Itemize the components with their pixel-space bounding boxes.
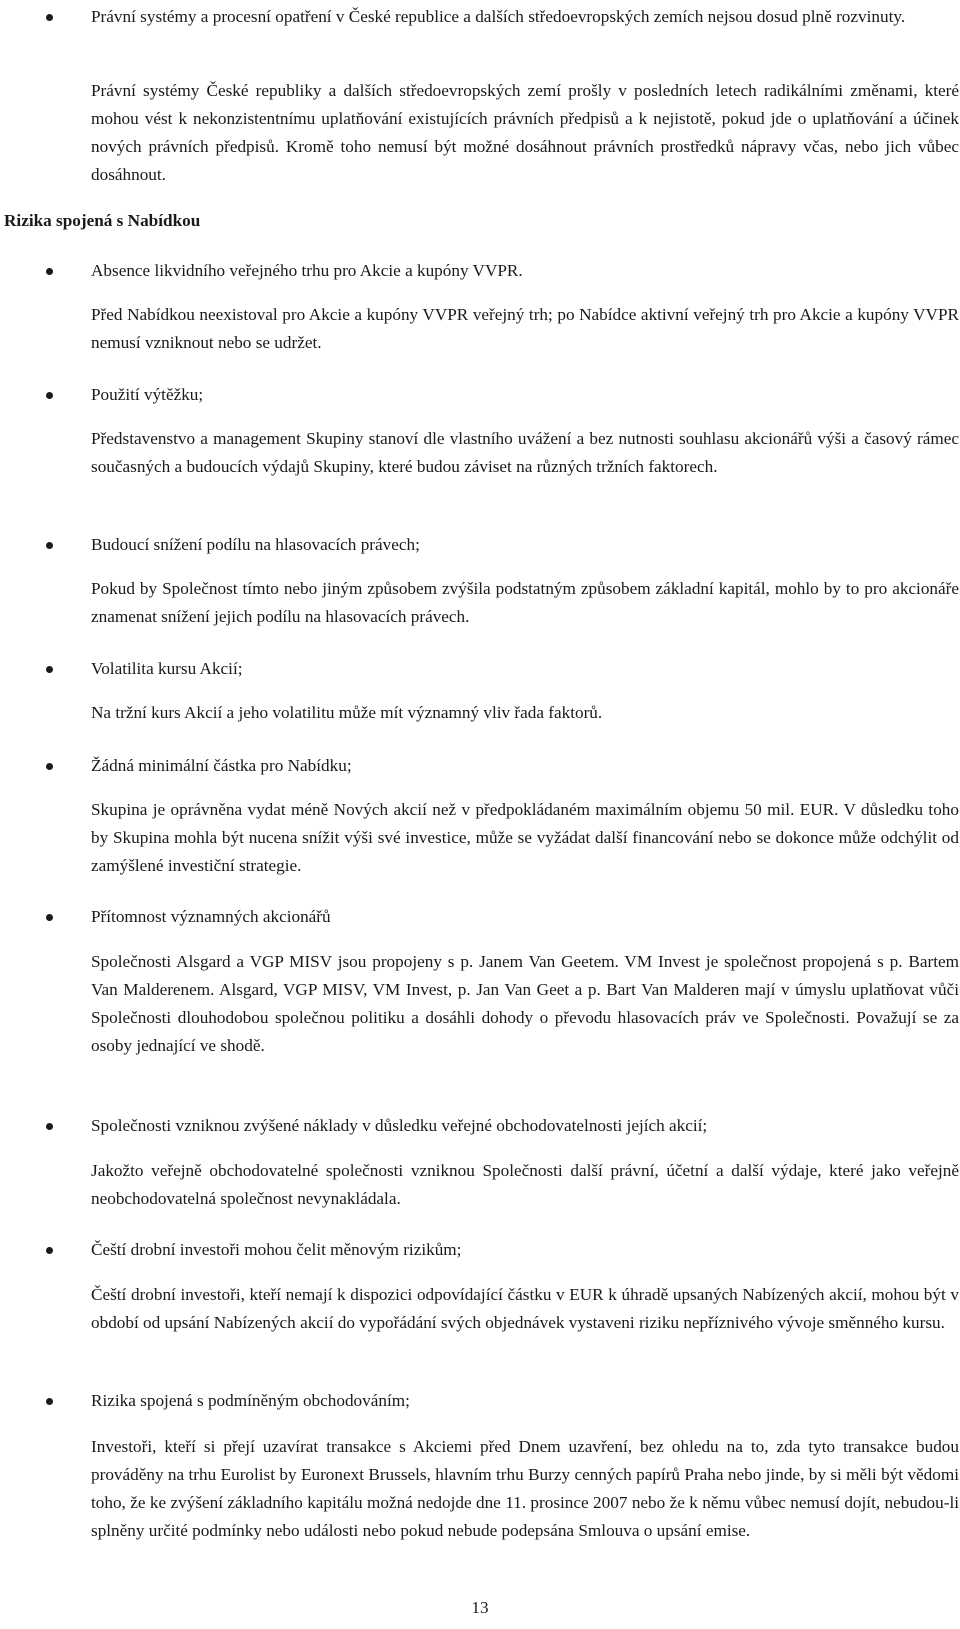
bullet-icon	[46, 392, 53, 399]
bullet-title: Rizika spojená s podmíněným obchodováním;	[91, 1391, 410, 1410]
bullet-icon	[46, 268, 53, 275]
bullet-title: Přítomnost významných akcionářů	[91, 907, 331, 926]
bullet-title: Použití výtěžku;	[91, 385, 204, 404]
bullet-icon	[46, 1398, 53, 1405]
bullet-icon	[46, 666, 53, 673]
page-number: 13	[471, 1598, 489, 1617]
bullet-title: Absence likvidního veřejného trhu pro Akcie a kupóny VVPR.	[91, 261, 523, 280]
body-paragraph: Čeští drobní investoři, kteří nemají k dispozici odpovídající částku v EUR k úhradě upsaných Nabízených akcií, mohou být v období od upsání Nabízených akcií do vypořádání svých objednávek vystaveni riziku nepříznivého vývoje směnného kursu.	[91, 1285, 959, 1332]
bullet-icon	[46, 763, 53, 770]
body-paragraph: Skupina je oprávněna vydat méně Nových akcií než v předpokládaném maximálním objemu 50 mil. EUR. V důsledku toho by Skupina mohla být nucena snížit výši své investice, může se vyžádat další financování nebo se dokonce může odchýlit od zamýšlené investiční strategie.	[91, 800, 959, 875]
bullet-icon	[46, 14, 53, 21]
body-paragraph: Společnosti Alsgard a VGP MISV jsou propojeny s p. Janem Van Geetem. VM Invest je společnost propojená s p. Bartem Van Malderenem. Alsgard, VGP MISV, VM Invest, p. Jan Van Geet a p. Bart Van Malderen mají v úmyslu uplatňovat vůči Společnosti dlouhodobou společnou politiku a dosáhli dohody o převodu hlasovacích práv ve Společnosti. Považují se za osoby jednající ve shodě.	[91, 952, 959, 1055]
bullet-icon	[46, 1247, 53, 1254]
bullet-title: Žádná minimální částka pro Nabídku;	[91, 756, 352, 775]
bullet-icon	[46, 542, 53, 549]
bullet-title: Společnosti vzniknou zvýšené náklady v důsledku veřejné obchodovatelnosti jejích akcií;	[91, 1116, 708, 1135]
bullet-title: Budoucí snížení podílu na hlasovacích právech;	[91, 535, 420, 554]
body-paragraph: Právní systémy České republiky a dalších středoevropských zemí prošly v posledních letech radikálními změnami, které mohou vést k nekonzistentnímu uplatňování existujících právních předpisů a k nejistotě, pokud jde o uplatňování a účinek nových právních předpisů. Kromě toho nemusí být možné dosáhnout právních prostředků nápravy včas, nebo jich vůbec dosáhnout.	[91, 81, 959, 184]
body-paragraph: Investoři, kteří si přejí uzavírat transakce s Akciemi před Dnem uzavření, bez ohledu na to, zda tyto transakce budou prováděny na trhu Eurolist by Euronext Brussels, hlavním trhu Burzy cenných papírů Praha nebo jinde, by si měli být vědomi toho, že ke zvýšení základního kapitálu možná nedojde dne 11. prosince 2007 nebo že k němu vůbec nemusí dojít, nebudou-li splněny určité podmínky nebo události nebo pokud nebude podepsána Smlouva o upsání emise.	[91, 1437, 959, 1540]
body-paragraph: Pokud by Společnost tímto nebo jiným způsobem zvýšila podstatným způsobem základní kapitál, mohlo by to pro akcionáře znamenat snížení jejich podílu na hlasovacích právech.	[91, 579, 959, 626]
bullet-icon	[46, 1123, 53, 1130]
body-paragraph: Na tržní kurs Akcií a jeho volatilitu může mít významný vliv řada faktorů.	[91, 703, 603, 722]
section-heading: Rizika spojená s Nabídkou	[4, 211, 201, 230]
bullet-title: Volatilita kursu Akcií;	[91, 659, 243, 678]
bullet-title: Právní systémy a procesní opatření v České republice a dalších středoevropských zemích nejsou dosud plně rozvinuty.	[91, 7, 906, 26]
bullet-title: Čeští drobní investoři mohou čelit měnovým rizikům;	[91, 1240, 462, 1259]
body-paragraph: Před Nabídkou neexistoval pro Akcie a kupóny VVPR veřejný trh; po Nabídce aktivní veřejný trh pro Akcie a kupóny VVPR nemusí vzniknout nebo se udržet.	[91, 305, 959, 352]
body-paragraph: Představenstvo a management Skupiny stanoví dle vlastního uvážení a bez nutnosti souhlasu akcionářů výši a časový rámec současných a budoucích výdajů Skupiny, které budou záviset na různých tržních faktorech.	[91, 429, 959, 476]
body-paragraph: Jakožto veřejně obchodovatelné společnosti vzniknou Společnosti další právní, účetní a další výdaje, které jako veřejně neobchodovatelná společnost nevynakládala.	[91, 1161, 959, 1208]
bullet-icon	[46, 914, 53, 921]
